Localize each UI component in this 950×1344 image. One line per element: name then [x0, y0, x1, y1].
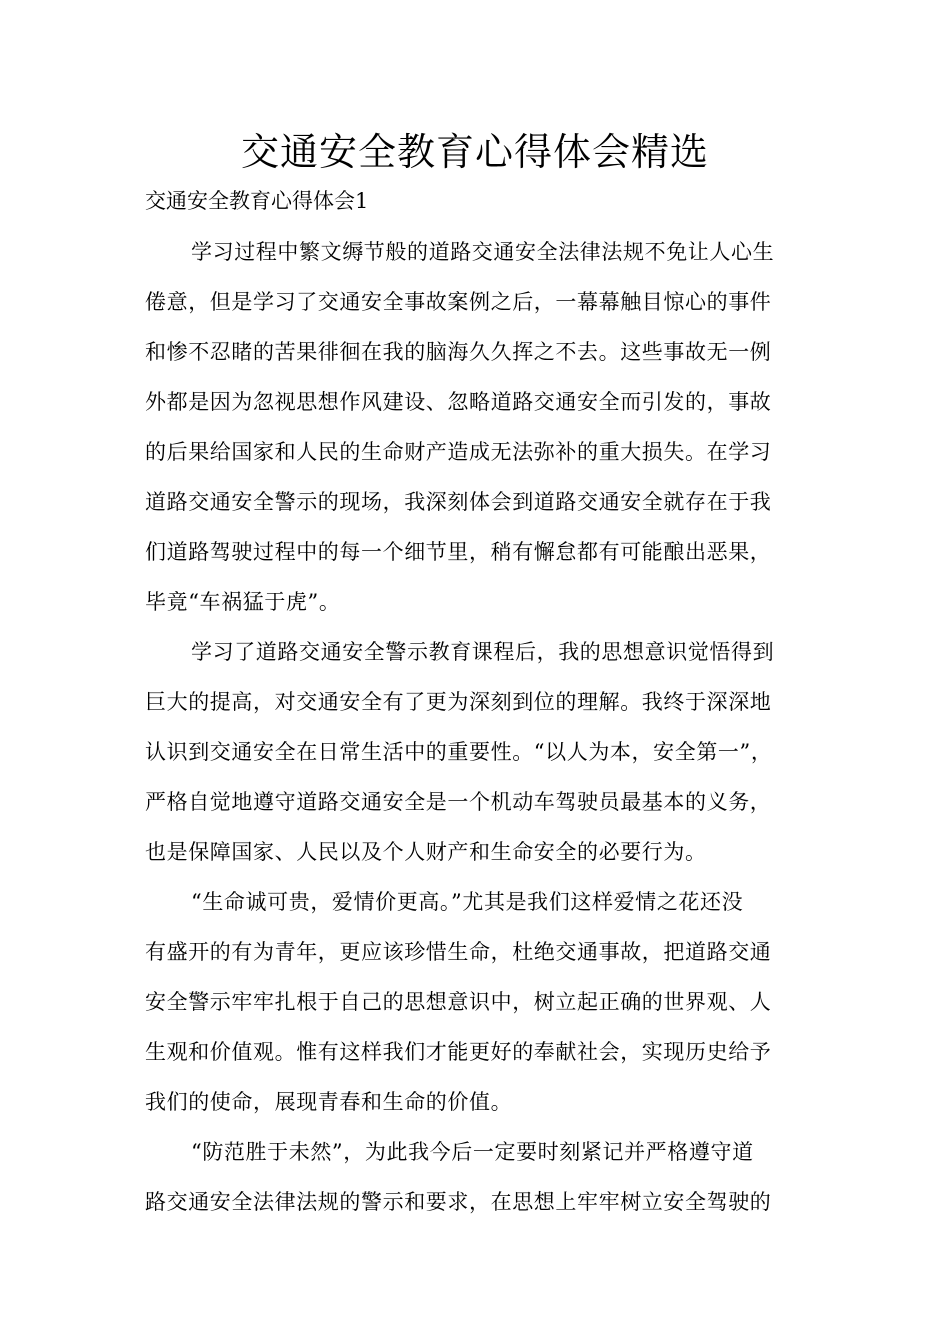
- text-line: 也是保障国家、人民以及个人财产和生命安全的必要行为。: [145, 840, 707, 864]
- text-line: 路交通安全法律法规的警示和要求，在思想上牢牢树立安全驾驶的: [145, 1190, 772, 1214]
- text-line: 安全警示牢牢扎根于自己的思想意识中，树立起正确的世界观、人: [145, 990, 772, 1014]
- text-line: 和惨不忍睹的苦果徘徊在我的脑海久久挥之不去。这些事故无一例: [145, 340, 772, 364]
- text-line: 外都是因为忽视思想作风建设、忽略道路交通安全而引发的，事故: [145, 390, 772, 414]
- text-line: 的后果给国家和人民的生命财产造成无法弥补的重大损失。在学习: [145, 440, 772, 464]
- text-line: 学习过程中繁文缛节般的道路交通安全法律法规不免让人心生: [191, 240, 775, 264]
- text-line: “防范胜于未然”，为此我今后一定要时刻紧记并严格遵守道: [191, 1140, 754, 1164]
- text-line: 认识到交通安全在日常生活中的重要性。“以人为本，安全第一”，: [145, 740, 773, 764]
- section-heading: 交通安全教育心得体会1: [145, 189, 369, 213]
- text-line: 们道路驾驶过程中的每一个细节里，稍有懈怠都有可能酿出恶果，: [145, 540, 772, 564]
- text-line: “生命诚可贵，爱情价更高。”尤其是我们这样爱情之花还没: [191, 890, 744, 914]
- text-line: 生观和价值观。惟有这样我们才能更好的奉献社会，实现历史给予: [145, 1040, 772, 1064]
- text-line: 学习了道路交通安全警示教育课程后，我的思想意识觉悟得到: [191, 640, 775, 664]
- text-line: 道路交通安全警示的现场，我深刻体会到道路交通安全就存在于我: [145, 490, 772, 514]
- document-body: [145, 234, 835, 1234]
- text-line: 我们的使命，展现青春和生命的价值。: [145, 1090, 513, 1114]
- text-line: 严格自觉地遵守道路交通安全是一个机动车驾驶员最基本的义务，: [145, 790, 772, 814]
- text-line: 毕竟“车祸猛于虎”。: [145, 590, 341, 614]
- text-line: 巨大的提高，对交通安全有了更为深刻到位的理解。我终于深深地: [145, 690, 772, 714]
- text-line: 倦意，但是学习了交通安全事故案例之后，一幕幕触目惊心的事件: [145, 290, 772, 314]
- document-title: 交通安全教育心得体会精选: [240, 130, 709, 174]
- text-line: 有盛开的有为青年，更应该珍惜生命，杜绝交通事故，把道路交通: [145, 940, 772, 964]
